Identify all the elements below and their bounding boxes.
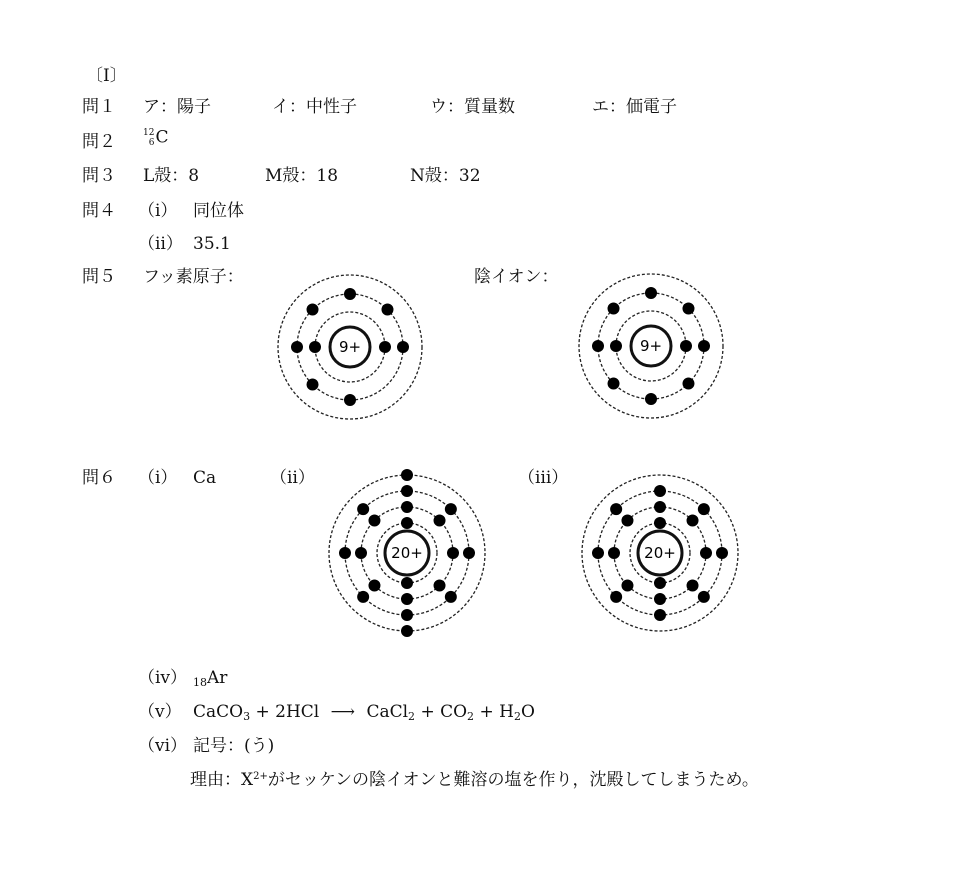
electron-dot	[608, 377, 620, 389]
q6-iv-label: （ⅳ）	[138, 668, 188, 688]
electron-dot	[687, 514, 699, 526]
q6-i-label: （ⅰ）	[138, 468, 178, 488]
electron-dot	[368, 514, 380, 526]
electron-dot	[687, 580, 699, 592]
electron-dot	[355, 547, 367, 559]
electron-dot	[401, 625, 413, 637]
electron-dot	[654, 501, 666, 513]
eq-sub-2c: 2	[513, 710, 521, 723]
q2-label: 問２	[82, 132, 116, 152]
nucleus-charge-label: 9+	[338, 338, 362, 356]
q5-anion-label: 陰イオン：	[474, 267, 559, 287]
eq-plus-1: +	[255, 702, 270, 722]
q6-iii-label: （ⅲ）	[518, 468, 569, 488]
eq-product-h: H	[499, 702, 514, 722]
nucleus-charge-label: 9+	[639, 337, 663, 355]
nucleus-charge-label: 20+	[391, 544, 423, 562]
q1-answer-a: ア：陽子	[143, 97, 211, 117]
eq-plus-2: +	[420, 702, 435, 722]
q6-vi-label: （ⅵ）	[138, 736, 188, 756]
eq-sub-2b: 2	[467, 710, 475, 723]
electron-dot	[654, 609, 666, 621]
q3-label: 問３	[82, 166, 116, 186]
q5-label: 問５	[82, 267, 116, 287]
electron-dot	[357, 591, 369, 603]
q6-v-label: （ⅴ）	[138, 702, 182, 722]
section-heading: 〔Ⅰ〕	[86, 66, 127, 86]
reason-text: がセッケンの陰イオンと難溶の塩を作り，沈殿してしまうため。	[267, 770, 759, 790]
q1-answer-c: ウ：質量数	[430, 97, 515, 117]
electron-dot	[698, 503, 710, 515]
q2-atomic-number: 6	[148, 138, 155, 148]
calcium-atom-diagram	[327, 473, 487, 633]
electron-dot	[621, 514, 633, 526]
electron-dot	[447, 547, 459, 559]
electron-dot	[307, 378, 319, 390]
electron-dot	[682, 377, 694, 389]
eq-arrow: ⟶	[330, 702, 356, 722]
electron-dot	[700, 547, 712, 559]
q1-answer-b: イ：中性子	[272, 97, 357, 117]
q6-iv-symbol: Ar	[207, 668, 228, 688]
q4-ii-answer: 35.1	[193, 234, 231, 254]
eq-product-co2: CO	[440, 702, 468, 722]
electron-dot	[339, 547, 351, 559]
electron-dot	[401, 485, 413, 497]
electron-dot	[434, 514, 446, 526]
electron-dot	[401, 593, 413, 605]
electron-dot	[381, 304, 393, 316]
electron-dot	[654, 517, 666, 529]
q4-i-answer: 同位体	[193, 201, 244, 221]
electron-dot	[379, 341, 391, 353]
electron-dot	[645, 393, 657, 405]
electron-dot	[344, 288, 356, 300]
calcium-ion-diagram	[580, 473, 740, 633]
electron-dot	[401, 609, 413, 621]
q6-vi-reason	[190, 772, 759, 789]
q6-iv-answer	[193, 670, 227, 688]
electron-dot	[621, 580, 633, 592]
q2-symbol: C	[155, 127, 169, 148]
q4-label: 問４	[82, 201, 116, 221]
electron-dot	[401, 501, 413, 513]
electron-dot	[291, 341, 303, 353]
electron-dot	[401, 469, 413, 481]
electron-dot	[610, 340, 622, 352]
electron-dot	[610, 503, 622, 515]
q6-vi-answer: 記号：(う)	[193, 736, 275, 756]
electron-dot	[698, 591, 710, 603]
q3-m-shell: M殻：18	[265, 166, 339, 186]
electron-dot	[397, 341, 409, 353]
q6-i-answer: Ca	[193, 468, 217, 488]
electron-dot	[445, 591, 457, 603]
electron-dot	[610, 591, 622, 603]
electron-dot	[463, 547, 475, 559]
reason-charge: 2+	[253, 771, 268, 782]
q6-label: 問６	[82, 468, 116, 488]
electron-dot	[309, 341, 321, 353]
q2-mass-number: 12	[143, 128, 155, 138]
eq-plus-3: +	[479, 702, 494, 722]
eq-sub-3: 3	[243, 710, 251, 723]
electron-dot	[645, 287, 657, 299]
q1-label: 問１	[82, 97, 116, 117]
q3-l-shell: L殻：8	[143, 166, 200, 186]
q2-nuclide	[143, 128, 168, 148]
electron-dot	[445, 503, 457, 515]
q3-n-shell: N殻：32	[410, 166, 481, 186]
fluorine-atom-diagram	[275, 272, 425, 422]
electron-dot	[434, 580, 446, 592]
eq-product-cacl2: CaCl	[366, 702, 409, 722]
electron-dot	[368, 580, 380, 592]
q6-v-equation	[193, 704, 535, 722]
electron-dot	[680, 340, 692, 352]
electron-dot	[654, 593, 666, 605]
eq-reactant-caco3: CaCO	[193, 702, 244, 722]
electron-dot	[698, 340, 710, 352]
electron-dot	[357, 503, 369, 515]
q6-ii-label: （ⅱ）	[270, 468, 315, 488]
electron-dot	[608, 547, 620, 559]
q5-fluorine-label: フッ素原子：	[143, 267, 244, 287]
electron-dot	[608, 303, 620, 315]
q1-answer-d: エ：価電子	[592, 97, 677, 117]
electron-dot	[401, 517, 413, 529]
reason-prefix: 理由：X	[190, 770, 254, 790]
electron-dot	[401, 577, 413, 589]
fluoride-ion-diagram	[576, 271, 726, 421]
q4-i-label: （ⅰ）	[138, 201, 178, 221]
electron-dot	[592, 340, 604, 352]
q6-iv-atomic-number: 18	[193, 676, 207, 689]
electron-dot	[592, 547, 604, 559]
electron-dot	[307, 304, 319, 316]
q4-ii-label: （ⅱ）	[138, 234, 183, 254]
eq-reactant-hcl: 2HCl	[275, 702, 320, 722]
nucleus-charge-label: 20+	[644, 544, 676, 562]
electron-dot	[716, 547, 728, 559]
electron-dot	[682, 303, 694, 315]
eq-sub-2a: 2	[408, 710, 416, 723]
eq-product-o: O	[520, 702, 535, 722]
electron-dot	[344, 394, 356, 406]
electron-dot	[654, 577, 666, 589]
electron-dot	[654, 485, 666, 497]
